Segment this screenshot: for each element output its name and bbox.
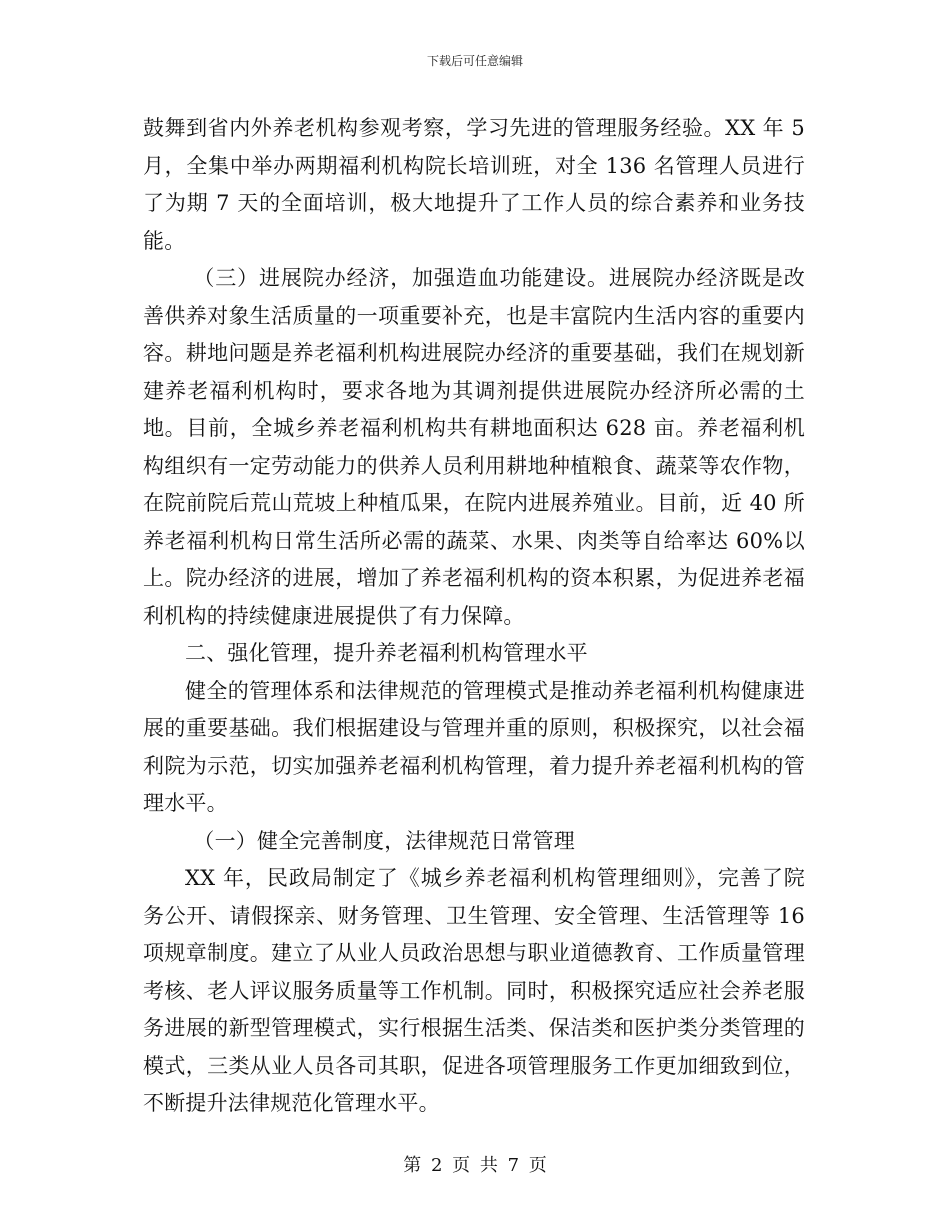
page-number-footer: 第 2 页 共 7 页 [403, 1155, 547, 1176]
paragraph-management-intro: 健全的管理体系和法律规范的管理模式是推动养老福利机构健康进展的重要基础。我们根据建设与管理并重的原则，积极探究，以社会福利院为示范，切实加强养老福利机构管理，着力提升养老福利机构的管理水平。 [143, 678, 805, 815]
paragraph-continuation: 鼓舞到省内外养老机构参观考察，学习先进的管理服务经验。XX 年 5 月，全集中举办两期福利机构院长培训班，对全 136 名管理人员进行了为期 7 天的全面培训，极大地提升了工作人员的综合素养和业务技能。 [143, 116, 805, 253]
page-header: 下载后可任意编辑 [426, 54, 523, 68]
paragraph-regulations: XX 年，民政局制定了《城乡养老福利机构管理细则》，完善了院务公开、请假探亲、财务管理、卫生管理、安全管理、生活管理等 16 项规章制度。建立了从业人员政治思想与职业道德教育、工作质量管理考核、老人评议服务质量等工作机制。同时，积极探究适应社会养老服务进展的新型管理模式，实行根据生活类、保洁类和医护类分类管理的模式，三类从业人员各司其职，促进各项管理服务工作更加细致到位，不断提升法律规范化管理水平。 [143, 866, 805, 1115]
section-heading-two: 二、强化管理，提升养老福利机构管理水平 [185, 641, 588, 665]
subsection-heading-one: （一）健全完善制度，法律规范日常管理 [193, 828, 575, 853]
paragraph-section-three: （三）进展院办经济，加强造血功能建设。进展院办经济既是改善供养对象生活质量的一项重要补充，也是丰富院内生活内容的重要内容。耕地问题是养老福利机构进展院办经济的重要基础，我们在规划新建养老福利机构时，要求各地为其调剂提供进展院办经济所必需的土地。目前，全城乡养老福利机构共有耕地面积达 628 亩。养老福利机构组织有一定劳动能力的供养人员利用耕地种植粮食、蔬菜等农作物，在院前院后荒山荒坡上种植瓜果，在院内进展养殖业。目前，近 40 所养老福利机构日常生活所必需的蔬菜、水果、肉类等自给率达 60%以上。院办经济的进展，增加了养老福利机构的资本积累，为促进养老福利机构的持续健康进展提供了有力保障。 [143, 266, 805, 628]
document-body [143, 110, 805, 1123]
